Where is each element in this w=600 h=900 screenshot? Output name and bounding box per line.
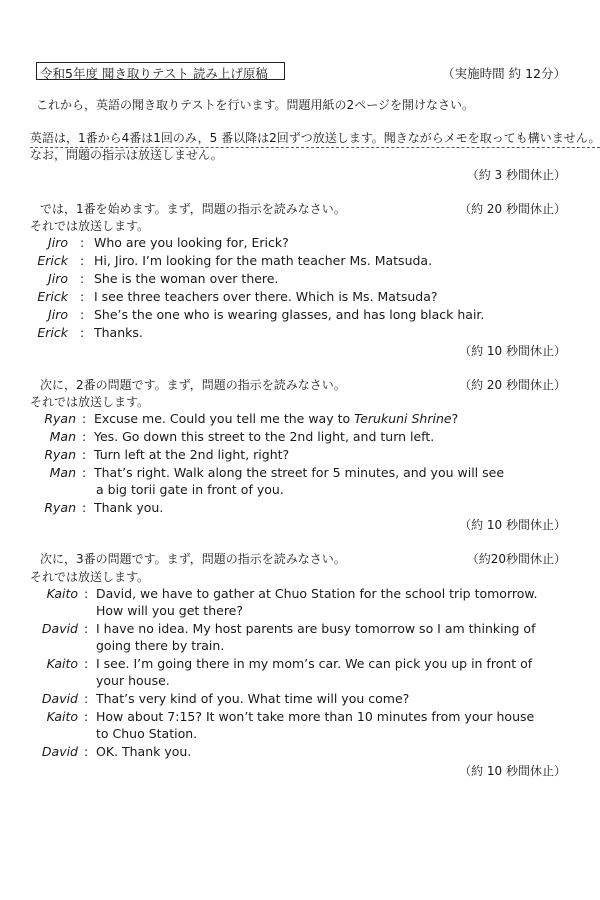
dialogue-text: I see three teachers over there. Which is Ms. Matsuda? bbox=[94, 289, 438, 304]
q3-start: それでは放送します。 bbox=[30, 570, 150, 584]
speaker-name: Jiro bbox=[48, 235, 68, 250]
dialogue-continuation: How will you get there? bbox=[96, 603, 244, 618]
q1-instruction: では，1番を始めます。まず，問題の指示を読みなさい。 bbox=[40, 202, 346, 216]
dialogue-text: Hi, Jiro. I’m looking for the math teacher Ms. Matsuda. bbox=[94, 253, 433, 268]
speaker-colon: : bbox=[84, 744, 89, 759]
q2-pause-2: （約 10 秒間休止） bbox=[459, 518, 566, 532]
dialogue-continuation: your house. bbox=[96, 673, 170, 688]
q2-instruction: 次に，2番の問題です。まず，問題の指示を読みなさい。 bbox=[40, 378, 346, 392]
speaker-colon: : bbox=[84, 621, 89, 636]
dialogue-text: Who are you looking for, Erick? bbox=[94, 235, 289, 250]
speaker-name: Ryan bbox=[44, 447, 76, 462]
dialogue-text: Thank you. bbox=[94, 500, 164, 515]
speaker-colon: : bbox=[82, 500, 87, 515]
time-note: （実施時間 約 12分） bbox=[442, 66, 566, 81]
speaker-colon: : bbox=[84, 691, 89, 706]
dialogue-text: Turn left at the 2nd light, right? bbox=[94, 447, 290, 462]
speaker-colon: : bbox=[80, 325, 85, 340]
speaker-colon: : bbox=[80, 271, 85, 286]
dialogue-text: She’s the one who is wearing glasses, and has long black hair. bbox=[94, 307, 485, 322]
speaker-name: Erick bbox=[37, 289, 68, 304]
speaker-name: David bbox=[41, 691, 78, 706]
speaker-name: David bbox=[41, 744, 78, 759]
speaker-colon: : bbox=[82, 447, 87, 462]
dialogue-text: Thanks. bbox=[94, 325, 143, 340]
dialogue-continuation: to Chuo Station. bbox=[96, 726, 198, 741]
dialogue-text: She is the woman over there. bbox=[94, 271, 279, 286]
speaker-name: Kaito bbox=[46, 709, 78, 724]
dialogue-text: That’s right. Walk along the street for 5 minutes, and you will see bbox=[94, 465, 505, 480]
speaker-colon: : bbox=[84, 586, 89, 601]
speaker-name: Man bbox=[49, 465, 76, 480]
speaker-colon: : bbox=[82, 411, 87, 426]
q3-instruction: 次に，3番の問題です。まず，問題の指示を読みなさい。 bbox=[40, 552, 346, 566]
q3-pause-1: （約20秒間休止） bbox=[466, 552, 566, 566]
speaker-name: David bbox=[41, 621, 78, 636]
dialogue-text-part: Excuse me. Could you tell me the way to bbox=[94, 411, 355, 426]
q1-pause-1: （約 20 秒間休止） bbox=[459, 202, 566, 216]
speaker-colon: : bbox=[80, 289, 85, 304]
dialogue-text-part: ? bbox=[451, 411, 459, 426]
speaker-name: Erick bbox=[37, 253, 68, 268]
speaker-name: Jiro bbox=[48, 271, 68, 286]
dialogue-text: Yes. Go down this street to the 2nd light, and turn left. bbox=[94, 429, 435, 444]
speaker-colon: : bbox=[80, 253, 85, 268]
speaker-colon: : bbox=[82, 465, 87, 480]
speaker-name: Jiro bbox=[48, 307, 68, 322]
speaker-colon: : bbox=[84, 656, 89, 671]
q2-pause-1: （約 20 秒間休止） bbox=[459, 378, 566, 392]
dialogue-text: David, we have to gather at Chuo Station for the school trip tomorrow. bbox=[96, 586, 538, 601]
dialogue-text: I have no idea. My host parents are busy tomorrow so I am thinking of bbox=[96, 621, 536, 636]
speaker-name: Ryan bbox=[44, 411, 76, 426]
dialogue-text: How about 7:15? It won’t take more than 10 minutes from your house bbox=[96, 709, 535, 724]
speaker-colon: : bbox=[80, 235, 85, 250]
page-title: 令和5年度 聞き取りテスト 読み上げ原稿 bbox=[40, 66, 268, 81]
dialogue-text: That’s very kind of you. What time will you come? bbox=[96, 691, 410, 706]
dialogue-text: I see. I’m going there in my mom’s car. We can pick you up in front of bbox=[96, 656, 533, 671]
q3-pause-2: （約 10 秒間休止） bbox=[459, 764, 566, 778]
speaker-colon: : bbox=[82, 429, 87, 444]
speaker-colon: : bbox=[84, 709, 89, 724]
dialogue-text: OK. Thank you. bbox=[96, 744, 192, 759]
dialogue-text bbox=[94, 411, 458, 426]
intro-line-2a: 英語は，1番から4番は1回のみ，5 番以降は2回ずつ放送します。聞きながらメモを取っても構いません。 bbox=[30, 129, 600, 148]
intro-pause: （約 3 秒間休止） bbox=[466, 168, 566, 182]
q1-pause-2: （約 10 秒間休止） bbox=[459, 344, 566, 358]
q2-start: それでは放送します。 bbox=[30, 395, 150, 409]
speaker-name: Erick bbox=[37, 325, 68, 340]
speaker-name: Kaito bbox=[46, 656, 78, 671]
speaker-name: Kaito bbox=[46, 586, 78, 601]
q1-start: それでは放送します。 bbox=[30, 219, 150, 233]
speaker-name: Man bbox=[49, 429, 76, 444]
speaker-colon: : bbox=[80, 307, 85, 322]
intro-line-2b: なお，問題の指示は放送しません。 bbox=[30, 148, 223, 162]
dialogue-continuation: a big torii gate in front of you. bbox=[96, 482, 284, 497]
dialogue-continuation: going there by train. bbox=[96, 638, 225, 653]
shrine-name: Terukuni Shrine bbox=[354, 411, 452, 426]
speaker-name: Ryan bbox=[44, 500, 76, 515]
intro-line-1: これから，英語の聞き取りテストを行います。問題用紙の2ページを開けなさい。 bbox=[36, 98, 474, 112]
